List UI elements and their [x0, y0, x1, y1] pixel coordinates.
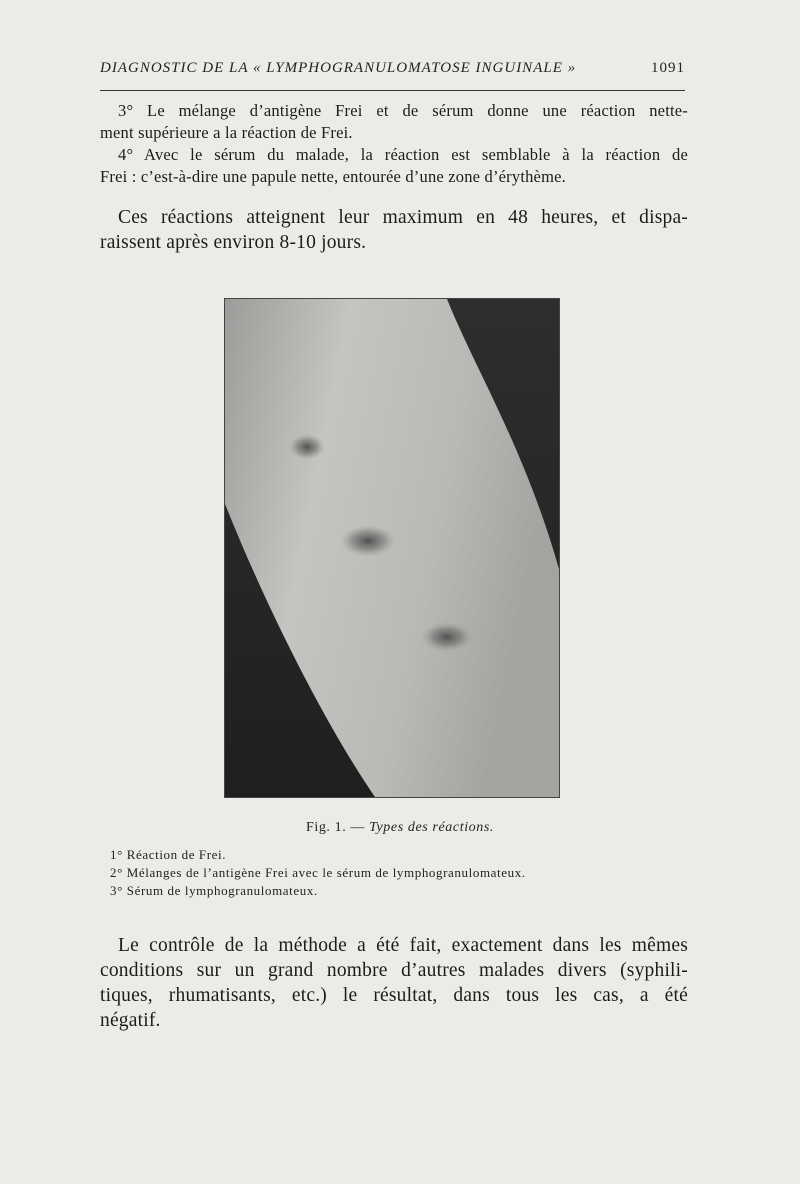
reaction-spot-2 — [340, 525, 396, 557]
control-paragraph — [100, 933, 688, 1033]
control-line-3: tiques, rhumatisants, etc.) le résultat, dans tous les cas, a été — [100, 985, 688, 1006]
control-line-1: Le contrôle de la méthode a été fait, exactement dans les mêmes — [118, 935, 688, 956]
item-3-paragraph — [100, 100, 688, 144]
figure-caption-title: Types des réactions. — [369, 820, 495, 835]
figure-photograph — [224, 298, 560, 798]
reaction-spot-3 — [421, 622, 473, 652]
control-line-2: conditions sur un grand nombre d’autres malades divers (syphili- — [100, 960, 688, 981]
reactions-line-2: raissent après environ 8-10 jours. — [100, 232, 367, 253]
control-line-4: négatif. — [100, 1010, 161, 1031]
running-title: DIAGNOSTIC DE LA « LYMPHOGRANULOMATOSE INGUINALE » — [100, 60, 577, 76]
item-4-line-1: 4° Avec le sérum du malade, la réaction est semblable à la réaction de — [118, 145, 688, 164]
item-3-line-1: 3° Le mélange d’antigène Frei et de sérum donne une réaction nette- — [118, 101, 688, 120]
reactions-paragraph — [100, 205, 688, 255]
reaction-spot-1 — [289, 434, 325, 460]
legend-item-2: 2° Mélanges de l’antigène Frei avec le sérum de lymphogranulomateux. — [110, 865, 526, 880]
running-head — [100, 58, 685, 82]
figure-caption — [0, 820, 800, 836]
page-number: 1091 — [651, 60, 685, 76]
figure-legend — [110, 846, 526, 900]
reactions-line-1: Ces réactions atteignent leur maximum en 48 heures, et dispa- — [118, 207, 688, 228]
arm-photo-illustration — [225, 299, 559, 797]
legend-item-1: 1° Réaction de Frei. — [110, 847, 227, 862]
header-rule — [100, 90, 685, 91]
item-4-line-2: Frei : c’est-à-dire une papule nette, entourée d’une zone d’érythème. — [100, 167, 566, 186]
item-4-paragraph — [100, 144, 688, 188]
legend-item-3: 3° Sérum de lymphogranulomateux. — [110, 883, 318, 898]
item-3-line-2: ment supérieure a la réaction de Frei. — [100, 123, 353, 142]
figure-caption-prefix: Fig. 1. — — [305, 820, 370, 835]
